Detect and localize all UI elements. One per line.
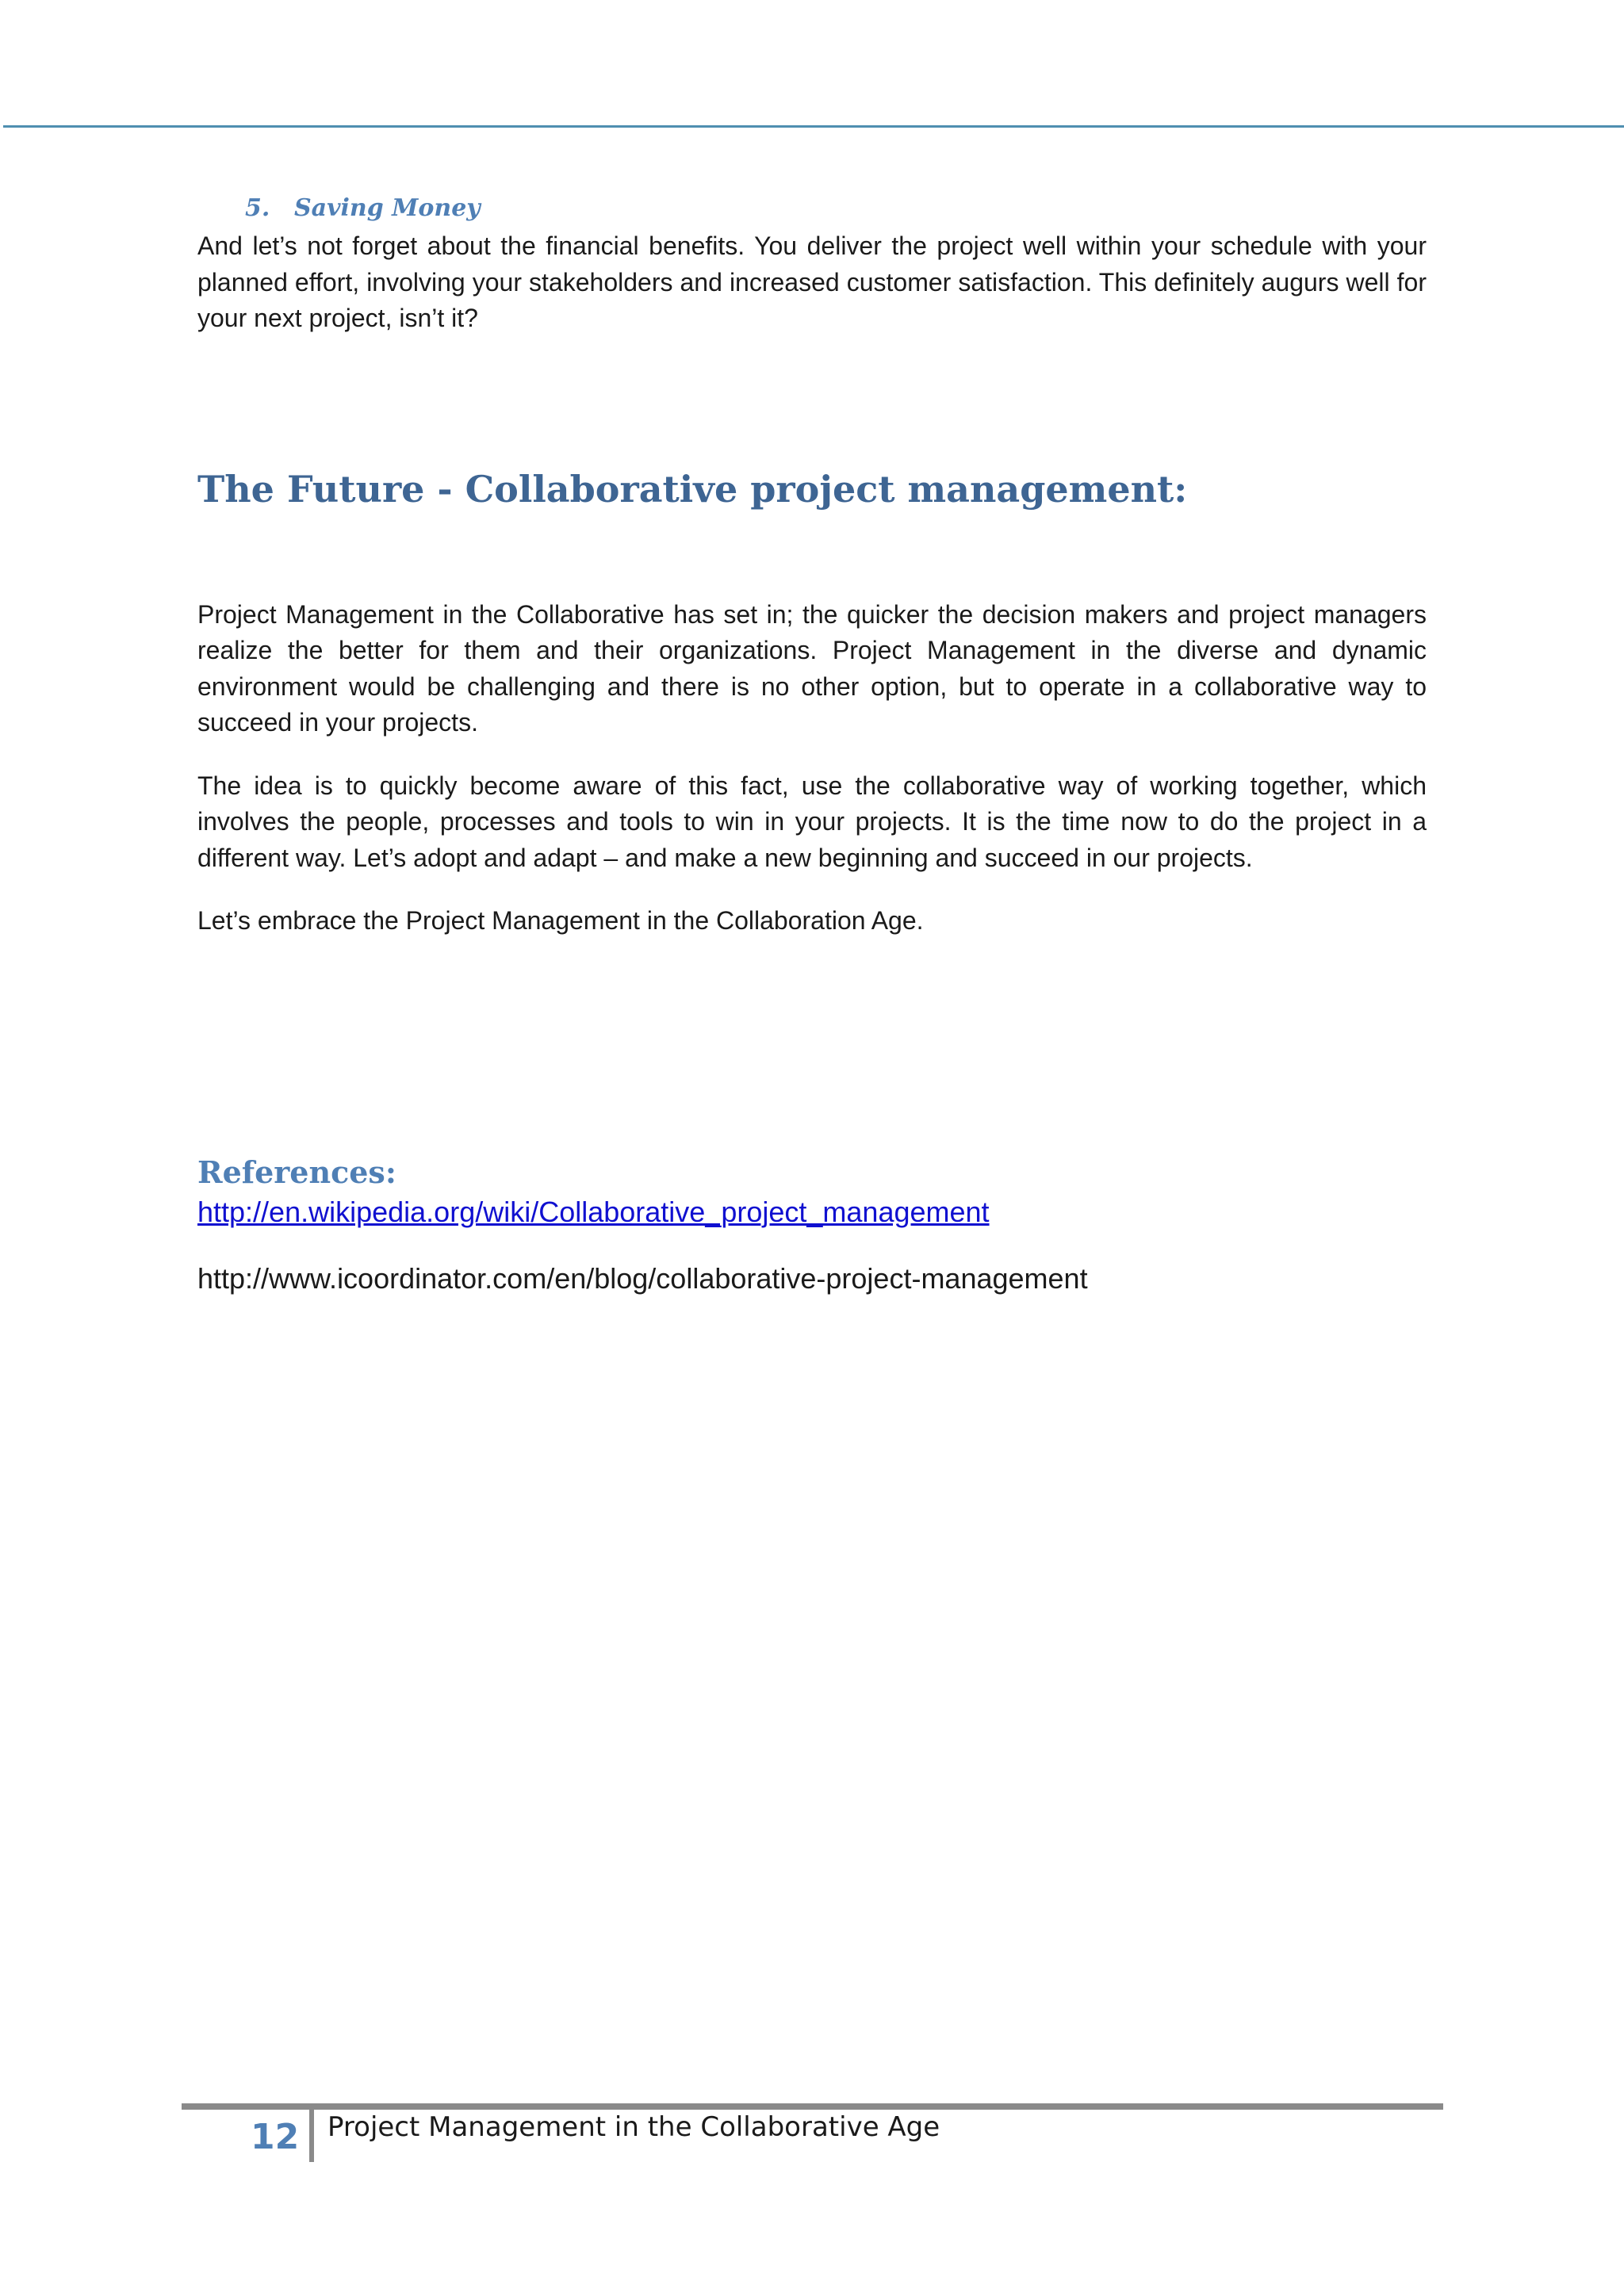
- future-paragraph-3: Let’s embrace the Project Management in the Collaboration Age.: [197, 906, 924, 935]
- future-paragraph-1: Project Management in the Collaborative has set in; the quicker the decision makers and project managers realize the better for them and their organizations. Project Management in the diverse and dynamic environment would be challenging and there is no other option, but to operate in a collaborative way to succeed in your projects.: [197, 599, 1427, 737]
- footer-divider: [309, 2110, 314, 2162]
- references-heading: References:: [197, 1154, 396, 1190]
- section-5-paragraph: And let’s not forget about the financial benefits. You deliver the project well within your schedule with your planned effort, involving your stakeholders and increased customer satisfaction. This definitely augurs well for your next project, isn’t it?: [197, 232, 1427, 332]
- section-5-title: Saving Money: [294, 194, 481, 222]
- header-rule: [3, 125, 1624, 128]
- footer-title: Project Management in the Collaborative Age: [327, 2111, 940, 2143]
- section-5-heading: [245, 190, 1427, 227]
- page-content: [197, 190, 1427, 1298]
- page-number: 12: [251, 2117, 300, 2157]
- future-body: [197, 597, 1427, 939]
- future-paragraph-2: The idea is to quickly become aware of this fact, use the collaborative way of working together, which involves the people, processes and tools to win in your projects. It is the time now to do the project in a different way. Let’s adopt and adapt – and make a new beginning and succeed in our projects.: [197, 771, 1427, 872]
- reference-link-wikipedia[interactable]: http://en.wikipedia.org/wiki/Collaborative_project_management: [197, 1195, 990, 1228]
- reference-link-icoordinator: http://www.icoordinator.com/en/blog/collaborative-project-management: [197, 1261, 1088, 1295]
- section-5-number: 5.: [245, 194, 270, 222]
- future-heading: The Future - Collaborative project management:: [197, 467, 1188, 511]
